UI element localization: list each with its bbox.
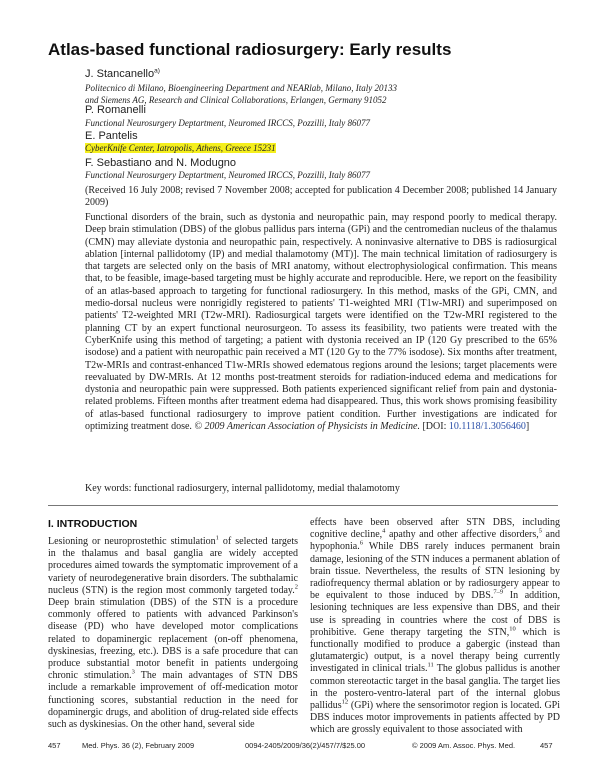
body-text: apathy and other affective disorders, (385, 529, 539, 541)
intro-left-column (48, 536, 298, 731)
body-text: In addition, lesioning techniques are less expensive than DBS, and their use is spreading in countries where the cost of DBS is prohibitive. Gene therapy targeting the STN, (310, 590, 560, 638)
body-text: The main advantages of STN DBS include a remarkable improvement of off-medication motor functioning scores, substantial reduction in the need for dopaminergic drugs, and abolition of drug-related side effects such as dyskinesias. On the other hand, several side (48, 670, 298, 731)
citation-marker: 10 (509, 625, 516, 633)
section-divider (48, 505, 558, 506)
abstract: Functional disorders of the brain, such as dystonia and neuropathic pain, may respond poorly to medical therapy. Deep brain stimulation (DBS) of the globus pallidus pars interna (GPi) and the centromedian nucleus of the thalamus (CMN) may alleviate dystonia and neuropathic pain, respectively. A noninvasive alternative to DBS is radiosurgical ablation [internal pallidotomy (IP) and medial thalamotomy (MT)]. The main technical limitation of radiosurgery is that targets are selected only on the basis of MRI anatomy, without electrophysiological confirmation. This means that, to be feasible, image-based targeting must be highly accurate and reproducible. Here, we report on the feasibility of an atlas-based approach to targeting for functional radiosurgery. In this method, masks of the GPi, CMN, and medio-dorsal nucleus were nonrigidly registered to patients' T1-weighted MRI (T1w-MRI) and superimposed on patients' T2-weighted MRI (T2w-MRI). Radiosurgical targets were identified on the T2w-MRI registered to the planning CT by an expert functional neurosurgeon. To assess its feasibility, two patients were treated with the CyberKnife using this method of targeting; a patient with dystonia received an IP (120 Gy prescribed to the 65% isodose) and a patient with neuropathic pain received a MT (120 Gy to the 77% isodose). Six months after treatment, T2w-MRIs and contrast-enhanced T1w-MRIs showed edematous regions around the lesions; target placements were reevaluated by DW-MRIs. At 12 months post-treatment steroids for radiation-induced edema and medications for dystonia and neuropathic pain were suppressed. Both patients experienced significant relief from pain and dystonia-related problems. Fifteen months after treatment edema had disappeared. Thus, this work shows promising feasibility of atlas-based functional radiosurgery to improve patient condition. Further investigations are indicated for optimizing treatment dose. © 2009 American Association of Physicists in Medicine. [DOI: 10.1118/1.3056460] (85, 212, 557, 433)
author-romanelli: P. Romanelli (85, 104, 146, 116)
highlighted-affiliation: CyberKnife Center, Iatropolis, Athens, Greece 15231 (85, 143, 276, 153)
citation-marker: 4 (382, 527, 386, 535)
author-pantelis: E. Pantelis (85, 130, 138, 142)
body-text: (GPi) where the sensorimotor region is located. GPi DBS induces motor improvements in patients affected by PD which are grossly equivalent to those associated with (310, 700, 560, 736)
received-dates: (Received 16 July 2008; revised 7 November 2008; accepted for publication 4 December 2008; published 14 January 2009) (85, 185, 557, 209)
citation-marker: 7–9 (493, 588, 504, 596)
section-heading-introduction: I. INTRODUCTION (48, 518, 138, 530)
body-text: The globus pallidus is another common stereotactic target in the basal ganglia. The target lies in the postero-ventro-lateral part of the internal globus pallidus (310, 663, 560, 712)
paper-title: Atlas-based functional radiosurgery: Early results (48, 40, 452, 59)
body-text: of selected targets in the thalamus and basal ganglia are widely accepted procedures aimed towards the symptomatic improvement of a variety of neurodegenerative brain disorders. The subthalamic nucleus (STN) is the region most commonly targeted today. (48, 536, 298, 596)
footer-page-left: 457 (48, 741, 61, 750)
citation-marker: 11 (427, 662, 434, 670)
citation-marker: 5 (538, 527, 542, 535)
author-stancanello: J. Stancanello$^{a)}$ (85, 67, 160, 80)
body-text: effects have been observed after STN DBS, including cognitive decline, (310, 517, 560, 541)
body-text: While DBS rarely induces permanent brain damage, lesioning of the STN induces a permanent ablation of brain tissue. Nevertheless, the results of STN lesioning by radiofrequency thermal ablation or by radiosurgery appear to be equivalent to those induced by DBS. (310, 541, 560, 602)
intro-right-column (310, 517, 560, 737)
author-sebastiano-modugno: F. Sebastiano and N. Modugno (85, 157, 237, 169)
doi-link[interactable]: 10.1118/1.3056460 (448, 421, 526, 433)
affiliation-pantelis (85, 143, 565, 155)
body-text: and hypophonia. (310, 529, 560, 553)
body-text: Lesioning or neuroprostethic stimulation (48, 536, 216, 547)
citation-marker: 1 (215, 534, 219, 542)
body-text: Deep brain stimulation (DBS) of the STN is a procedure commonly offered to patients with advanced Parkinson's disease (PD) who have developed motor complications related to dopaminergic replacement (on-off phenomena, dyskinesias, freezing, etc.). DBS is a safe procedure that can produce substantial motor benefit in patients undergoing chronic stimulation. (48, 597, 298, 682)
affiliation-romanelli: Functional Neurosurgery Deptartment, Neuromed IRCCS, Pozzilli, Italy 86077 (85, 118, 370, 128)
citation-marker: 6 (359, 540, 363, 548)
footer-copyright: © 2009 Am. Assoc. Phys. Med. (412, 741, 516, 750)
footer-page-right: 457 (540, 741, 553, 750)
affiliation-sebastiano-modugno: Functional Neurosurgery Deptartment, Neuromed IRCCS, Pozzilli, Italy 86077 (85, 170, 370, 180)
citation-marker: 2 (294, 583, 298, 591)
abstract-body: Functional disorders of the brain, such as dystonia and neuropathic pain, may respond poorly to medical therapy. Deep brain stimulation (DBS) of the globus pallidus pars interna (GPi) and the centromedian nucleus of the thalamus (CMN) may alleviate dystonia and neuropathic pain, respectively. A noninvasive alternative to DBS is radiosurgical ablation [internal pallidotomy (IP) and medial thalamotomy (MT)]. The main technical limitation of radiosurgery is that targets are selected only on the basis of MRI anatomy, without electrophysiological confirmation. This means that, to be feasible, image-based targeting must be highly accurate and reproducible. Here, we report on the feasibility of an atlas-based approach to targeting for functional radiosurgery. In this method, masks of the GPi, CMN, and medio-dorsal nucleus were nonrigidly registered to patients' T1-weighted MRI (T1w-MRI) and superimposed on patients' T2-weighted MRI (T2w-MRI). Radiosurgical targets were identified on the T2w-MRI registered to the planning CT by an expert functional neurosurgeon. To assess its feasibility, two patients were treated with the CyberKnife using this method of targeting; a patient with dystonia received an IP (120 Gy prescribed to the 65% isodose) and a patient with neuropathic pain received a MT (120 Gy to the 77% isodose). Six months after treatment, T2w-MRIs and contrast-enhanced T1w-MRIs showed edematous regions around the lesions; target placements were reevaluated by DW-MRIs. At 12 months post-treatment steroids for radiation-induced edema and medications for dystonia and neuropathic pain were suppressed. Both patients experienced significant relief from pain and dystonia-related problems. Fifteen months after treatment edema had disappeared. Thus, this work shows promising feasibility of atlas-based functional radiosurgery to improve patient condition. Further investigations are indicated for optimizing treatment dose. (85, 212, 557, 433)
keywords: Key words: functional radiosurgery, internal pallidotomy, medial thalamotomy (85, 483, 400, 494)
footer-journal: Med. Phys. 36 (2), February 2009 (82, 741, 195, 750)
body-text: which is functionally modified to produce a gabergic (instead than glutamatergic) output, is a novel therapy being currently investigated in clinical trials. (310, 626, 561, 675)
abstract-copyright: © 2009 American Association of Physicists in Medicine. (194, 421, 420, 433)
footer-issn: 0094-2405/2009/36(2)/457/7/$25.00 (245, 741, 366, 750)
affiliation-stancanello: Politecnico di Milano, Bioengineering Department and NEARlab, Milano, Italy 20133 and Siemens AG, Research and Clinical Collaborations, Erlangen, Germany 91052 (85, 83, 397, 105)
citation-marker: 3 (131, 668, 135, 676)
citation-marker: 12 (341, 698, 349, 706)
